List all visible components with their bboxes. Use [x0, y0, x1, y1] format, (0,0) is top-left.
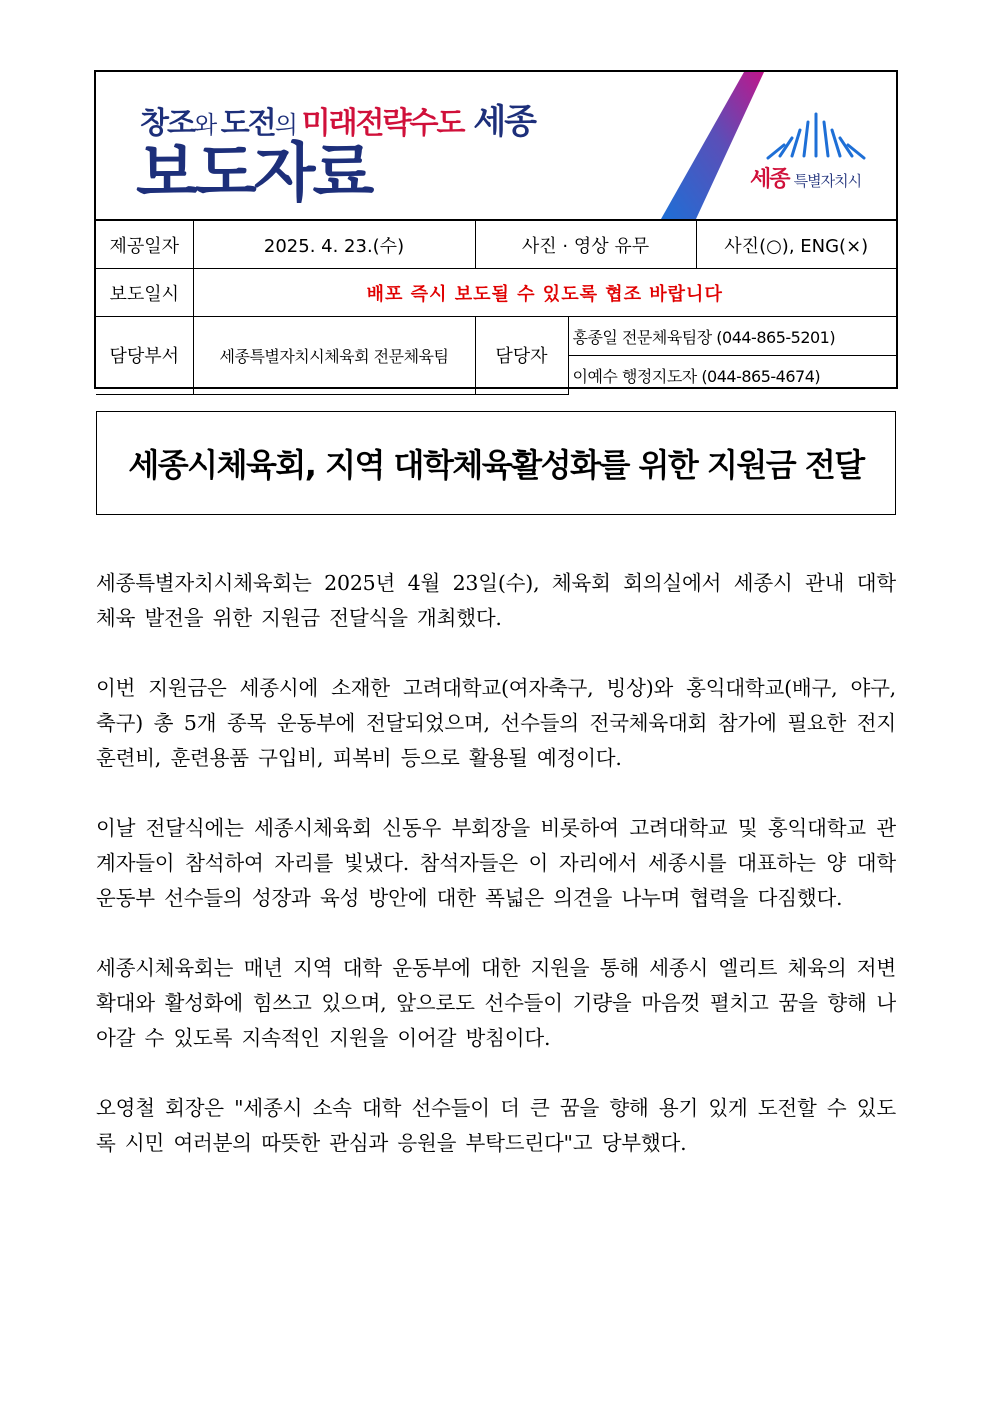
slogan-word-sejong: 세종	[463, 102, 536, 142]
info-row-date	[96, 220, 896, 269]
contact-label: 담당자	[475, 317, 568, 395]
slogan-word-challenge: 도전	[220, 106, 275, 141]
dept-value: 세종특별자치시체육회 전문체육팀	[193, 317, 475, 395]
media-label: 사진 · 영상 유무	[475, 220, 696, 269]
media-value: 사진(○), ENG(×)	[696, 220, 896, 269]
paragraph-2: 이번 지원금은 세종시에 소재한 고려대학교(여자축구, 빙상)와 홍익대학교(배구, 야구, 축구) 총 5개 종목 운동부에 전달되었으며, 선수들의 전국체육대회 참가에 필요한 전지훈련비, 훈련용품 구입비, 피복비 등으로 활용될 예정이다.	[96, 676, 896, 770]
article-body	[96, 566, 896, 1196]
info-row-contact-1	[96, 317, 896, 356]
paragraph-3: 이날 전달식에는 세종시체육회 신동우 부회장을 비롯하여 고려대학교 및 홍익대학교 관계자들이 참석하여 자리를 빛냈다. 참석자들은 이 자리에서 세종시를 대표하는 양 대학 운동부 선수들의 성장과 육성 방안에 대한 폭넓은 의견을 나누며 협력을 다짐했다.	[96, 816, 896, 910]
slogan-particle-1: 와	[193, 111, 221, 139]
paragraph-1: 세종특별자치시체육회는 2025년 4월 23일(수), 체육회 회의실에서 세종시 관내 대학 체육 발전을 위한 지원금 전달식을 개최했다.	[96, 571, 896, 630]
dept-label: 담당부서	[96, 317, 193, 395]
contact-2: 이예수 행정지도자 (044-865-4674)	[568, 356, 896, 395]
logo-name: 세종	[750, 167, 789, 192]
sejong-logo-text	[750, 162, 861, 193]
slogan-particle-2: 의	[274, 111, 302, 139]
paragraph-4: 세종시체육회는 매년 지역 대학 운동부에 대한 지원을 통해 세종시 엘리트 체육의 저변 확대와 활성화에 힘쓰고 있으며, 앞으로도 선수들이 기량을 마음껏 펼치고 꿈을 향해 나아갈 수 있도록 지속적인 지원을 이어갈 방침이다.	[96, 956, 896, 1050]
headline: 세종시체육회, 지역 대학체육활성화를 위한 지원금 전달	[128, 446, 864, 484]
release-value: 배포 즉시 보도될 수 있도록 협조 바랍니다	[193, 269, 896, 317]
info-table	[96, 219, 896, 395]
slogan-word-creation: 창조	[140, 106, 194, 141]
headline-box	[96, 411, 896, 515]
banner	[96, 72, 896, 219]
press-release-title: 보도자료	[136, 137, 372, 211]
press-release-header	[94, 70, 898, 389]
date-label: 제공일자	[96, 220, 193, 269]
slogan-word-future: 미래전략수도	[301, 106, 464, 141]
logo-suffix: 특별자치시	[793, 172, 862, 190]
info-row-release	[96, 269, 896, 317]
contact-1: 홍종일 전문체육팀장 (044-865-5201)	[568, 317, 896, 356]
paragraph-5: 오영철 회장은 "세종시 소속 대학 선수들이 더 큰 꿈을 향해 용기 있게 도전할 수 있도록 시민 여러분의 따뜻한 관심과 응원을 부탁드린다"고 당부했다.	[96, 1096, 896, 1155]
release-label: 보도일시	[96, 269, 193, 317]
date-value: 2025. 4. 23.(수)	[193, 220, 475, 269]
